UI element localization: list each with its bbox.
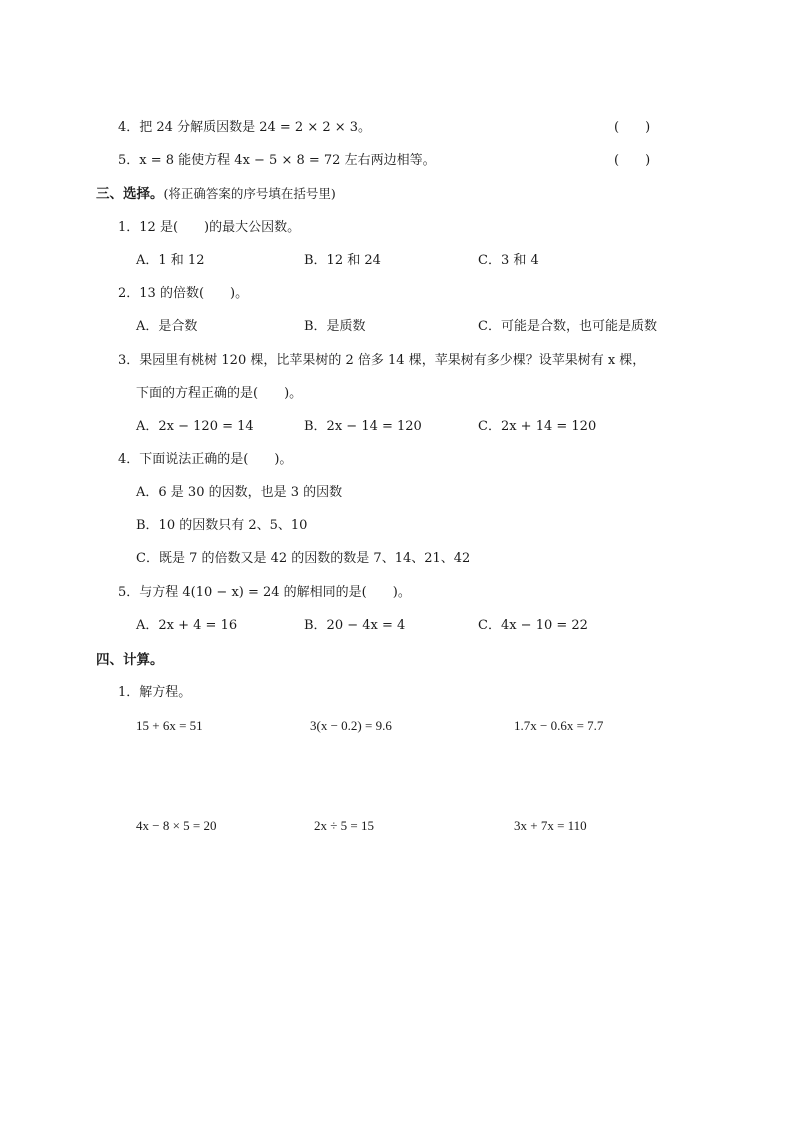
choice-q3-stem: 3．果园里有桃树 120 棵，比苹果树的 2 倍多 14 棵，苹果树有多少棵？设苹果树有 x 棵， xyxy=(118,353,646,368)
choice-q3-option-b[interactable]: B．2x − 14 = 120 xyxy=(304,419,422,434)
choice-q5-option-b[interactable]: B．20 − 4x = 4 xyxy=(304,618,406,633)
choice-q3-option-a[interactable]: A．2x − 120 = 14 xyxy=(136,419,254,434)
choice-q2-option-b[interactable]: B．是质数 xyxy=(304,319,366,334)
choice-q5-option-a[interactable]: A．2x + 4 = 16 xyxy=(136,618,238,633)
choice-q4-option-a[interactable]: A．6 是 30 的因数，也是 3 的因数 xyxy=(136,485,343,500)
section-choice-heading xyxy=(96,185,336,203)
choice-q5-option-c[interactable]: C．4x − 10 = 22 xyxy=(478,618,588,633)
equation-5: 2x ÷ 5 = 15 xyxy=(314,818,374,833)
choice-q1-option-a[interactable]: A．1 和 12 xyxy=(136,253,205,268)
choice-q4-stem: 4．下面说法正确的是( )。 xyxy=(118,452,293,467)
choice-q3-stem-continued: 下面的方程正确的是( )。 xyxy=(136,386,303,401)
judge-answer-5[interactable]: ( ) xyxy=(614,153,651,168)
equation-3: 1.7x − 0.6x = 7.7 xyxy=(514,718,604,733)
section-choice-title: 三、选择。 xyxy=(96,186,164,202)
choice-q1-stem: 1．12 是( )的最大公因数。 xyxy=(118,220,301,235)
choice-q1-option-c[interactable]: C．3 和 4 xyxy=(478,253,539,268)
section-choice-note: (将正确答案的序号填在括号里) xyxy=(163,186,336,201)
choice-q4-option-c[interactable]: C．既是 7 的倍数又是 42 的因数的数是 7、14、21、42 xyxy=(136,551,471,566)
judge-answer-4[interactable]: ( ) xyxy=(614,120,651,135)
equation-6: 3x + 7x = 110 xyxy=(514,818,587,833)
equation-1: 15 + 6x = 51 xyxy=(136,718,203,733)
judge-item-5: 5．x = 8 能使方程 4x − 5 × 8 = 72 左右两边相等。 xyxy=(118,153,436,168)
equation-2: 3(x − 0.2) = 9.6 xyxy=(310,718,392,733)
choice-q4-option-b[interactable]: B．10 的因数只有 2、5、10 xyxy=(136,518,308,533)
choice-q2-option-c[interactable]: C．可能是合数，也可能是质数 xyxy=(478,319,657,334)
choice-q2-option-a[interactable]: A．是合数 xyxy=(136,319,198,334)
calc-sub-heading: 1．解方程。 xyxy=(118,685,192,700)
choice-q2-stem: 2．13 的倍数( )。 xyxy=(118,286,249,301)
equation-4: 4x − 8 × 5 = 20 xyxy=(136,818,217,833)
choice-q5-stem: 5．与方程 4(10 − x) = 24 的解相同的是( )。 xyxy=(118,585,411,600)
judge-item-4: 4．把 24 分解质因数是 24 = 2 × 2 × 3。 xyxy=(118,120,372,135)
choice-q1-option-b[interactable]: B．12 和 24 xyxy=(304,253,381,268)
choice-q3-option-c[interactable]: C．2x + 14 = 120 xyxy=(478,419,597,434)
section-calc-heading: 四、计算。 xyxy=(96,652,164,668)
